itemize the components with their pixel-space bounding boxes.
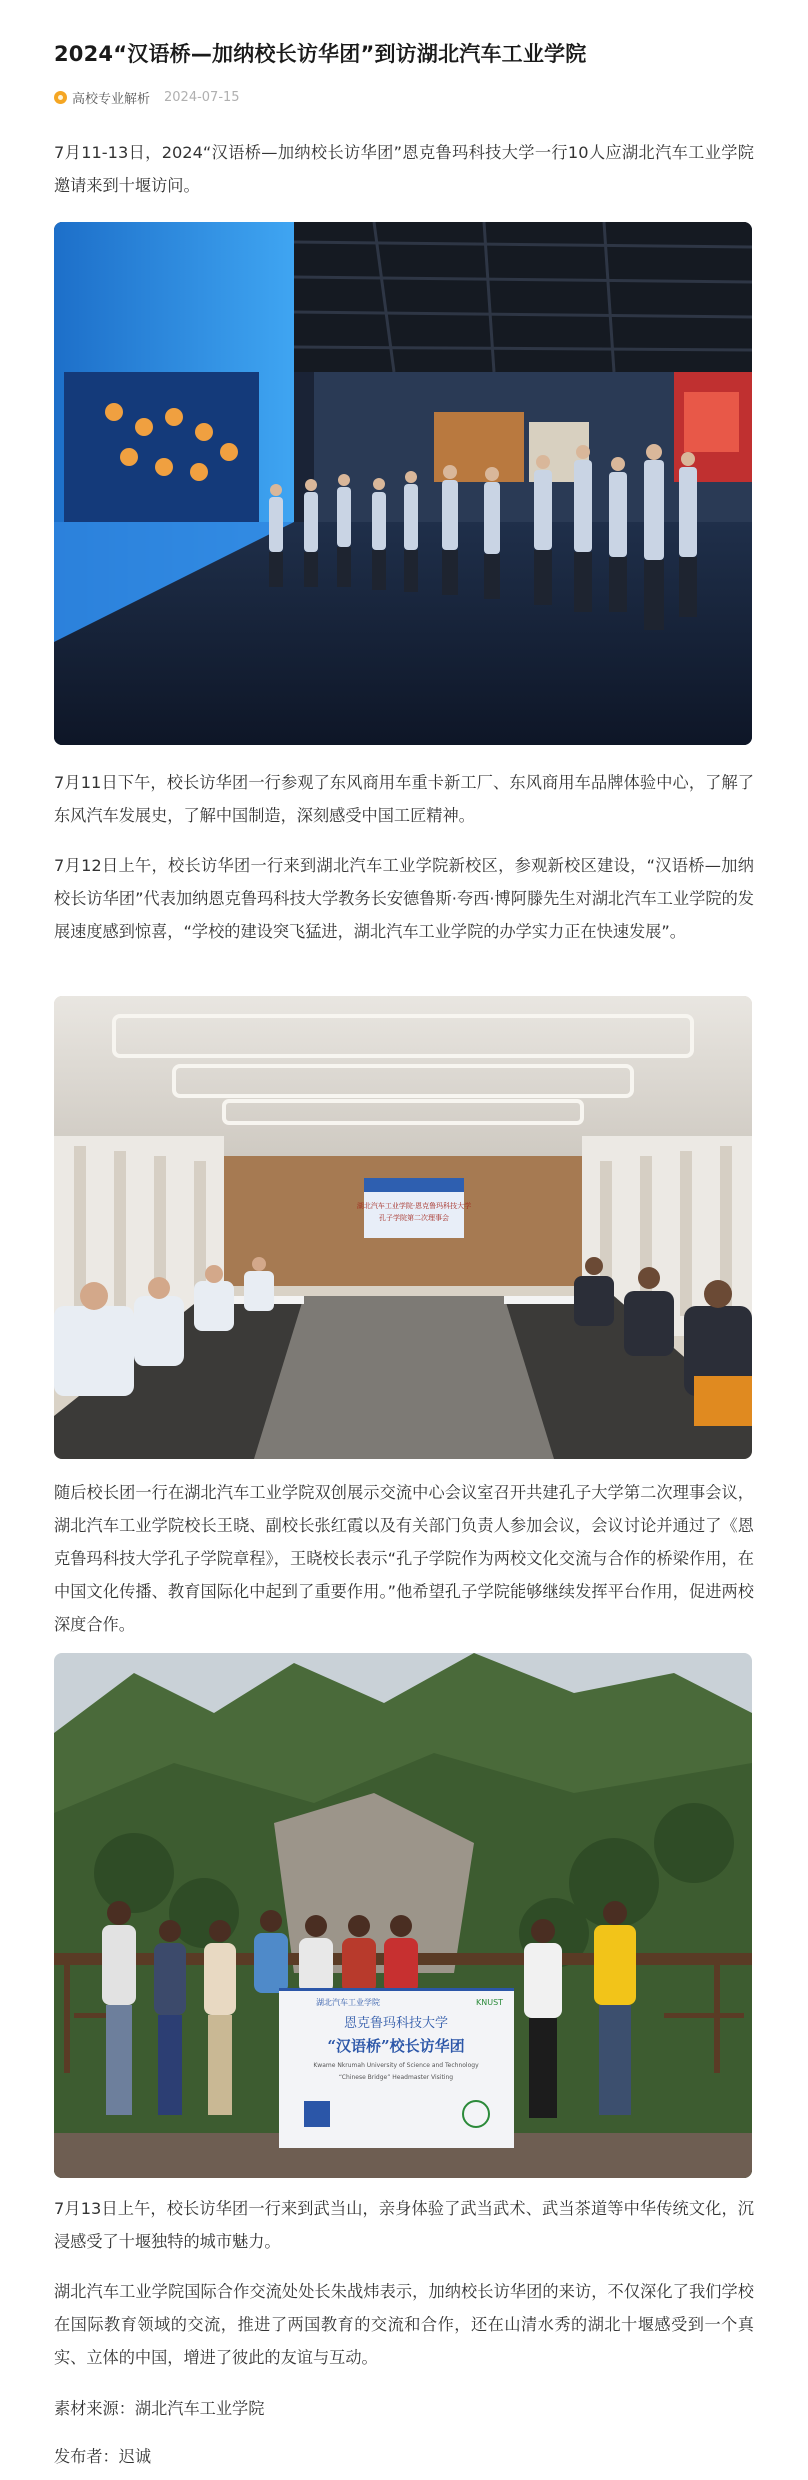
banner-line2: “汉语桥”校长访华团 bbox=[327, 2037, 465, 2055]
paragraph-wudang: 7月13日上午，校长访华团一行来到武当山，亲身体验了武当武术、武当茶道等中华传统文化，沉浸感受了十堰独特的城市魅力。 bbox=[54, 2199, 754, 2251]
exhibition-hall-image bbox=[54, 222, 752, 745]
publish-date: 2024-07-15 bbox=[164, 89, 240, 105]
publisher: 发布者：迟诚 bbox=[54, 2447, 152, 2466]
paragraph-closing: 湖北汽车工业学院国际合作交流处处长朱战炜表示，加纳校长访华团的来访，不仅深化了我们学校在国际教育领域的交流，推进了两国教育的交流和合作，还在山清水秀的湖北十堰感受到一个真实、立体的中国，增进了彼此的友谊与互动。 bbox=[54, 2282, 754, 2367]
source-badge-icon bbox=[54, 91, 67, 104]
paragraph-day2: 7月12日上午，校长访华团一行来到湖北汽车工业学院新校区，参观新校区建设，“汉语桥—加纳校长访华团”代表加纳恩克鲁玛科技大学教务长安德鲁斯·夸西·博阿滕先生对湖北汽车工业学院的发展速度感到惊喜，“学校的建设突飞猛进，湖北汽车工业学院的办学实力正在快速发展”。 bbox=[54, 856, 754, 941]
banner-line4: “Chinese Bridge” Headmaster Visiting bbox=[338, 2074, 454, 2081]
banner-line3: Kwame Nkrumah University of Science and Technology bbox=[313, 2062, 479, 2069]
screen-title-line2: 孔子学院第二次理事会 bbox=[379, 1214, 449, 1222]
article-title: 2024“汉语桥—加纳校长访华团”到访湖北汽车工业学院 bbox=[54, 42, 587, 66]
photo-meeting-room bbox=[54, 996, 752, 1459]
banner-line1: 恩克鲁玛科技大学 bbox=[343, 2016, 449, 2031]
paragraph-intro: 7月11-13日，2024“汉语桥—加纳校长访华团”恩克鲁玛科技大学一行10人应湖北汽车工业学院邀请来到十堰访问。 bbox=[54, 143, 754, 195]
banner-logo-left: 湖北汽车工业学院 bbox=[316, 1998, 380, 2007]
photo-exhibition-hall bbox=[54, 222, 752, 745]
meeting-room-image bbox=[54, 996, 752, 1459]
banner-logo-right: KNUST bbox=[476, 1998, 504, 2007]
source-name[interactable]: 高校专业解析 bbox=[72, 91, 151, 107]
article-meta bbox=[54, 86, 240, 108]
photo-wudang-group bbox=[54, 1653, 752, 2178]
material-source: 素材来源：湖北汽车工业学院 bbox=[54, 2399, 265, 2418]
paragraph-day1: 7月11日下午，校长访华团一行参观了东风商用车重卡新工厂、东风商用车品牌体验中心，了解了东风汽车发展史，了解中国制造，深刻感受中国工匠精神。 bbox=[54, 773, 754, 825]
screen-title-line1: 湖北汽车工业学院·恩克鲁玛科技大学 bbox=[356, 1202, 472, 1210]
paragraph-meeting: 随后校长团一行在湖北汽车工业学院双创展示交流中心会议室召开共建孔子大学第二次理事会议，湖北汽车工业学院校长王晓、副校长张红霞以及有关部门负责人参加会议，会议讨论并通过了《恩克鲁玛科技大学孔子学院章程》，王晓校长表示“孔子学院作为两校文化交流与合作的桥梁作用，在中国文化传播、教育国际化中起到了重要作用。”他希望孔子学院能够继续发挥平台作用，促进两校深度合作。 bbox=[54, 1483, 754, 1634]
wudang-group-image bbox=[54, 1653, 752, 2178]
group-banner bbox=[279, 1988, 514, 2148]
